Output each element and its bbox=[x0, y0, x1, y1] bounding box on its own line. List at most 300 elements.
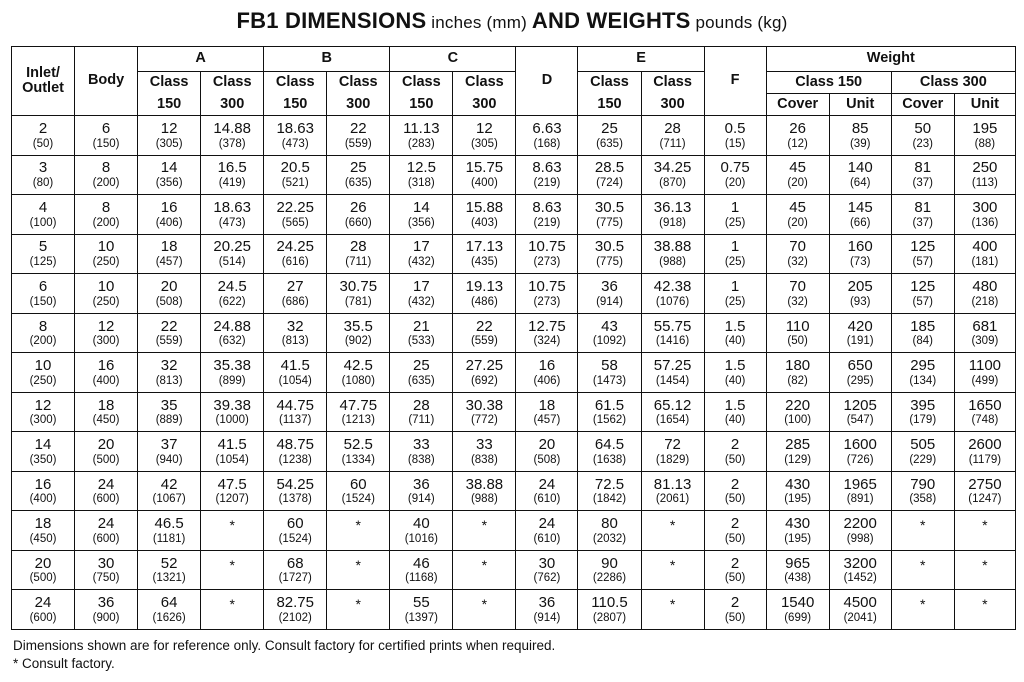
value-metric: (2807) bbox=[592, 612, 627, 625]
value-inches: 0.75 bbox=[720, 159, 750, 177]
header-class300-unit: Unit bbox=[954, 94, 1015, 116]
value-metric: (283) bbox=[407, 137, 435, 150]
table-row bbox=[12, 550, 1016, 590]
cell-b150 bbox=[264, 550, 327, 590]
value-metric: (419) bbox=[218, 177, 246, 190]
value-metric: (711) bbox=[659, 137, 686, 150]
value-metric: (781) bbox=[344, 295, 372, 308]
value-metric: (25) bbox=[724, 295, 746, 308]
value-inches: 22 bbox=[349, 119, 367, 137]
cell-w300c bbox=[891, 234, 954, 274]
value-inches: 6 bbox=[38, 277, 48, 295]
value-metric: (195) bbox=[784, 493, 812, 506]
cell-w300u bbox=[954, 550, 1015, 590]
title-weights: AND WEIGHTS bbox=[531, 8, 691, 33]
cell-e300 bbox=[641, 471, 704, 511]
cell-e300 bbox=[641, 511, 704, 551]
cell-a150 bbox=[138, 313, 201, 353]
cell-e150 bbox=[578, 432, 641, 472]
value-metric: (273) bbox=[533, 295, 561, 308]
cell-e150 bbox=[578, 392, 641, 432]
value-metric: (400) bbox=[470, 177, 498, 190]
cell-body bbox=[75, 392, 138, 432]
value-metric: (435) bbox=[470, 256, 498, 269]
value-metric: (918) bbox=[659, 216, 686, 229]
cell-b150 bbox=[264, 195, 327, 235]
cell-w150u bbox=[829, 590, 891, 630]
cell-c300 bbox=[453, 155, 516, 195]
value-metric: (1054) bbox=[278, 374, 312, 387]
value-metric: (82) bbox=[787, 374, 808, 387]
value-inches: 160 bbox=[847, 238, 873, 256]
value-metric: (93) bbox=[849, 295, 871, 308]
cell-a300 bbox=[201, 274, 264, 314]
value-metric: (2032) bbox=[592, 532, 627, 545]
value-metric: (762) bbox=[533, 572, 561, 585]
value-metric: (300) bbox=[92, 335, 120, 348]
cell-b300 bbox=[327, 590, 390, 630]
value-metric: (726) bbox=[846, 453, 874, 466]
cell-a150 bbox=[138, 234, 201, 274]
value-inches: 24 bbox=[538, 475, 556, 493]
cell-f bbox=[704, 471, 766, 511]
value-inches: 32 bbox=[286, 317, 304, 335]
cell-c150 bbox=[390, 155, 453, 195]
cell-d bbox=[516, 590, 578, 630]
value-inches: 4 bbox=[38, 198, 48, 216]
value-metric: (324) bbox=[533, 335, 561, 348]
value-inches: 42.38 bbox=[653, 277, 692, 295]
table-row bbox=[12, 155, 1016, 195]
value-inches: 15.75 bbox=[465, 159, 504, 177]
cell-w150c bbox=[766, 392, 829, 432]
cell-body bbox=[75, 234, 138, 274]
cell-w150c bbox=[766, 234, 829, 274]
value-inches: 72 bbox=[664, 436, 681, 454]
cell-a300 bbox=[201, 432, 264, 472]
cell-b150 bbox=[264, 274, 327, 314]
value-metric: (891) bbox=[846, 493, 874, 506]
value-inches: 420 bbox=[847, 317, 873, 335]
cell-d bbox=[516, 234, 578, 274]
value-inches: 65.12 bbox=[653, 396, 692, 414]
consult-factory-mark: * bbox=[669, 596, 676, 613]
value-inches: 36 bbox=[601, 277, 618, 295]
cell-f bbox=[704, 432, 766, 472]
value-inches: 72.5 bbox=[594, 475, 625, 493]
value-inches: 2 bbox=[730, 475, 740, 493]
value-inches: 17 bbox=[412, 277, 430, 295]
cell-a150 bbox=[138, 550, 201, 590]
value-inches: 1.5 bbox=[724, 357, 746, 375]
value-inches: 36.13 bbox=[653, 198, 692, 216]
value-inches: 82.75 bbox=[276, 594, 314, 612]
cell-c150 bbox=[390, 195, 453, 235]
value-inches: 43 bbox=[601, 317, 618, 335]
value-inches: 42 bbox=[160, 475, 178, 493]
value-metric: (191) bbox=[846, 335, 874, 348]
value-inches: 4500 bbox=[843, 594, 877, 612]
value-inches: 250 bbox=[972, 159, 998, 177]
value-inches: 14 bbox=[160, 159, 178, 177]
value-inches: 295 bbox=[910, 357, 936, 375]
value-metric: (318) bbox=[407, 177, 435, 190]
value-metric: (400) bbox=[92, 374, 120, 387]
value-metric: (514) bbox=[218, 256, 246, 269]
value-metric: (508) bbox=[155, 295, 183, 308]
cell-w300u bbox=[954, 511, 1015, 551]
cell-body bbox=[75, 550, 138, 590]
value-metric: (838) bbox=[407, 453, 435, 466]
header-weight-class150: Class 150 bbox=[766, 72, 891, 94]
cell-w150u bbox=[829, 550, 891, 590]
cell-c300 bbox=[453, 353, 516, 393]
cell-b300 bbox=[327, 550, 390, 590]
value-metric: (20) bbox=[724, 177, 746, 190]
cell-b300 bbox=[327, 511, 390, 551]
cell-c150 bbox=[390, 392, 453, 432]
consult-factory-mark: * bbox=[920, 596, 926, 613]
cell-d bbox=[516, 392, 578, 432]
value-metric: (73) bbox=[849, 256, 871, 269]
cell-c300 bbox=[453, 590, 516, 630]
consult-factory-mark: * bbox=[669, 556, 676, 573]
value-inches: 8.63 bbox=[532, 159, 562, 177]
cell-b300 bbox=[327, 471, 390, 511]
header-class300-cover: Cover bbox=[891, 94, 954, 116]
cell-inlet bbox=[12, 392, 75, 432]
header-weight: Weight bbox=[766, 47, 1015, 72]
value-metric: (1334) bbox=[341, 453, 375, 466]
value-inches: 14 bbox=[34, 436, 52, 454]
cell-body bbox=[75, 432, 138, 472]
value-metric: (40) bbox=[724, 335, 746, 348]
value-inches: 27.25 bbox=[465, 357, 504, 375]
cell-d bbox=[516, 155, 578, 195]
cell-w150u bbox=[829, 432, 891, 472]
value-inches: 2750 bbox=[968, 475, 1002, 493]
value-inches: 34.25 bbox=[653, 159, 692, 177]
value-inches: 681 bbox=[972, 317, 998, 335]
value-metric: (610) bbox=[533, 493, 561, 506]
cell-c150 bbox=[390, 432, 453, 472]
value-metric: (486) bbox=[470, 295, 498, 308]
value-inches: 300 bbox=[972, 198, 998, 216]
table-row bbox=[12, 274, 1016, 314]
value-inches: 52 bbox=[160, 554, 178, 572]
value-metric: (32) bbox=[787, 256, 808, 269]
value-metric: (889) bbox=[155, 414, 183, 427]
value-inches: 35.38 bbox=[213, 357, 251, 375]
value-inches: 1650 bbox=[968, 396, 1002, 414]
value-inches: 10.75 bbox=[528, 238, 566, 256]
cell-e300 bbox=[641, 550, 704, 590]
header-c-class150-word: Class bbox=[390, 72, 453, 94]
title-main: FB1 DIMENSIONS bbox=[236, 8, 427, 33]
value-inches: 32 bbox=[160, 357, 178, 375]
value-metric: (914) bbox=[533, 612, 561, 625]
cell-w300u bbox=[954, 116, 1015, 156]
consult-factory-mark: * bbox=[481, 517, 488, 534]
value-metric: (838) bbox=[470, 453, 498, 466]
cell-w300u bbox=[954, 195, 1015, 235]
value-inches: 24 bbox=[97, 475, 115, 493]
value-inches: 18.63 bbox=[213, 198, 251, 216]
value-metric: (988) bbox=[470, 493, 498, 506]
value-inches: 25 bbox=[349, 159, 367, 177]
cell-a300 bbox=[201, 392, 264, 432]
cell-b150 bbox=[264, 511, 327, 551]
value-inches: 28 bbox=[412, 396, 430, 414]
cell-w300c bbox=[891, 116, 954, 156]
cell-b300 bbox=[327, 155, 390, 195]
value-metric: (200) bbox=[92, 177, 120, 190]
table-row bbox=[12, 511, 1016, 551]
value-metric: (84) bbox=[912, 335, 933, 348]
value-inches: 40 bbox=[412, 515, 430, 533]
cell-body bbox=[75, 471, 138, 511]
value-metric: (1452) bbox=[843, 572, 877, 585]
value-metric: (521) bbox=[281, 177, 309, 190]
value-metric: (499) bbox=[971, 374, 999, 387]
value-metric: (64) bbox=[849, 177, 871, 190]
value-metric: (565) bbox=[281, 216, 309, 229]
cell-w150u bbox=[829, 313, 891, 353]
consult-factory-mark: * bbox=[920, 556, 926, 573]
value-metric: (686) bbox=[281, 295, 309, 308]
value-inches: 39.38 bbox=[213, 396, 251, 414]
value-inches: 30 bbox=[97, 554, 115, 572]
header-f: F bbox=[704, 47, 766, 116]
cell-inlet bbox=[12, 195, 75, 235]
value-metric: (57) bbox=[912, 295, 933, 308]
cell-a150 bbox=[138, 392, 201, 432]
value-metric: (1016) bbox=[404, 532, 438, 545]
value-inches: 22 bbox=[160, 317, 178, 335]
value-inches: 220 bbox=[785, 396, 811, 414]
header-a-class300-num: 300 bbox=[201, 94, 264, 116]
value-metric: (610) bbox=[533, 532, 561, 545]
value-metric: (300) bbox=[29, 414, 57, 427]
consult-factory-mark: * bbox=[229, 556, 235, 573]
value-inches: 10 bbox=[97, 277, 115, 295]
cell-b300 bbox=[327, 116, 390, 156]
value-metric: (219) bbox=[533, 177, 561, 190]
table-row bbox=[12, 392, 1016, 432]
value-inches: 24.25 bbox=[276, 238, 314, 256]
value-inches: 18.63 bbox=[276, 119, 314, 137]
value-metric: (100) bbox=[29, 216, 57, 229]
value-metric: (748) bbox=[971, 414, 999, 427]
value-inches: 2600 bbox=[968, 436, 1002, 454]
value-inches: 1965 bbox=[843, 475, 877, 493]
value-metric: (250) bbox=[92, 295, 120, 308]
table-row bbox=[12, 432, 1016, 472]
value-metric: (50) bbox=[787, 335, 808, 348]
value-metric: (940) bbox=[155, 453, 183, 466]
value-inches: 12 bbox=[160, 119, 178, 137]
value-inches: 11.13 bbox=[403, 119, 440, 137]
cell-d bbox=[516, 274, 578, 314]
cell-a300 bbox=[201, 313, 264, 353]
value-metric: (2286) bbox=[592, 572, 627, 585]
cell-d bbox=[516, 353, 578, 393]
value-inches: 480 bbox=[972, 277, 998, 295]
cell-c300 bbox=[453, 511, 516, 551]
cell-e150 bbox=[578, 471, 641, 511]
value-metric: (1207) bbox=[215, 493, 249, 506]
cell-e300 bbox=[641, 353, 704, 393]
cell-w300u bbox=[954, 471, 1015, 511]
value-inches: 110.5 bbox=[591, 594, 628, 612]
value-metric: (616) bbox=[281, 256, 309, 269]
cell-w150c bbox=[766, 195, 829, 235]
value-metric: (438) bbox=[784, 572, 812, 585]
value-metric: (1092) bbox=[592, 335, 627, 348]
value-inches: 55.75 bbox=[653, 317, 692, 335]
value-metric: (1137) bbox=[279, 414, 312, 427]
cell-w300u bbox=[954, 590, 1015, 630]
value-inches: 45 bbox=[789, 198, 806, 216]
consult-factory-mark: * bbox=[481, 596, 488, 613]
cell-w150u bbox=[829, 195, 891, 235]
value-inches: 20 bbox=[160, 277, 178, 295]
cell-d bbox=[516, 550, 578, 590]
value-metric: (600) bbox=[29, 612, 57, 625]
value-inches: 3200 bbox=[843, 554, 877, 572]
value-inches: 26 bbox=[349, 198, 367, 216]
cell-f bbox=[704, 590, 766, 630]
value-inches: 0.5 bbox=[724, 119, 746, 137]
value-inches: 395 bbox=[910, 396, 936, 414]
cell-e150 bbox=[578, 550, 641, 590]
value-inches: 505 bbox=[910, 436, 936, 454]
value-inches: 5 bbox=[38, 238, 48, 256]
footnote-reference: Dimensions shown are for reference only. Consult factory for certified prints when required. bbox=[13, 638, 556, 653]
cell-inlet bbox=[12, 155, 75, 195]
cell-d bbox=[516, 195, 578, 235]
value-metric: (547) bbox=[846, 414, 874, 427]
cell-c150 bbox=[390, 353, 453, 393]
value-metric: (40) bbox=[724, 374, 746, 387]
value-inches: 6.63 bbox=[532, 119, 562, 137]
cell-c150 bbox=[390, 116, 453, 156]
consult-factory-mark: * bbox=[355, 596, 361, 613]
value-metric: (37) bbox=[912, 216, 933, 229]
value-metric: (692) bbox=[470, 374, 498, 387]
cell-d bbox=[516, 116, 578, 156]
cell-e300 bbox=[641, 432, 704, 472]
value-inches: 61.5 bbox=[594, 396, 625, 414]
value-metric: (305) bbox=[155, 137, 183, 150]
value-metric: (181) bbox=[971, 256, 999, 269]
value-metric: (900) bbox=[92, 612, 120, 625]
cell-a150 bbox=[138, 195, 201, 235]
cell-b150 bbox=[264, 432, 327, 472]
table-row bbox=[12, 195, 1016, 235]
cell-a150 bbox=[138, 353, 201, 393]
value-inches: 55 bbox=[412, 594, 430, 612]
cell-w300c bbox=[891, 432, 954, 472]
value-metric: (309) bbox=[971, 335, 999, 348]
header-b-class150-num: 150 bbox=[264, 94, 327, 116]
value-inches: 28.5 bbox=[594, 159, 625, 177]
cell-b150 bbox=[264, 234, 327, 274]
value-inches: 35 bbox=[160, 396, 178, 414]
value-metric: (273) bbox=[533, 256, 561, 269]
cell-w300c bbox=[891, 550, 954, 590]
consult-factory-mark: * bbox=[982, 517, 988, 534]
value-inches: 2 bbox=[730, 515, 740, 533]
cell-inlet bbox=[12, 313, 75, 353]
value-metric: (772) bbox=[470, 414, 498, 427]
value-inches: 20 bbox=[34, 554, 52, 572]
value-metric: (168) bbox=[533, 137, 561, 150]
value-inches: 2 bbox=[730, 594, 740, 612]
cell-w150c bbox=[766, 274, 829, 314]
value-metric: (1562) bbox=[592, 414, 627, 427]
cell-e150 bbox=[578, 234, 641, 274]
value-inches: 54.25 bbox=[276, 475, 314, 493]
cell-w300u bbox=[954, 155, 1015, 195]
cell-e300 bbox=[641, 392, 704, 432]
cell-a300 bbox=[201, 353, 264, 393]
value-metric: (632) bbox=[218, 335, 246, 348]
value-inches: 285 bbox=[785, 436, 811, 454]
cell-w150c bbox=[766, 511, 829, 551]
cell-inlet bbox=[12, 590, 75, 630]
table-row bbox=[12, 116, 1016, 156]
value-metric: (1727) bbox=[278, 572, 312, 585]
value-metric: (1524) bbox=[278, 532, 312, 545]
value-metric: (219) bbox=[533, 216, 561, 229]
cell-w150c bbox=[766, 590, 829, 630]
cell-e300 bbox=[641, 234, 704, 274]
value-inches: 110 bbox=[785, 317, 810, 335]
cell-e150 bbox=[578, 116, 641, 156]
cell-w150c bbox=[766, 155, 829, 195]
header-body: Body bbox=[75, 47, 138, 116]
header-inlet-outlet: Inlet/ Outlet bbox=[12, 47, 75, 116]
value-inches: 1600 bbox=[843, 436, 877, 454]
cell-e300 bbox=[641, 590, 704, 630]
value-metric: (813) bbox=[281, 335, 309, 348]
value-metric: (1842) bbox=[592, 493, 627, 506]
value-metric: (113) bbox=[971, 177, 998, 190]
value-inches: 1205 bbox=[843, 396, 877, 414]
value-inches: 48.75 bbox=[276, 436, 314, 454]
cell-w300c bbox=[891, 471, 954, 511]
value-metric: (50) bbox=[724, 453, 746, 466]
value-inches: 10 bbox=[97, 238, 115, 256]
cell-w300u bbox=[954, 353, 1015, 393]
cell-w150c bbox=[766, 313, 829, 353]
cell-w150u bbox=[829, 511, 891, 551]
cell-c150 bbox=[390, 234, 453, 274]
value-metric: (358) bbox=[909, 493, 937, 506]
header-a: A bbox=[138, 47, 264, 72]
value-inches: 24.88 bbox=[213, 317, 251, 335]
value-inches: 70 bbox=[789, 238, 806, 256]
cell-c300 bbox=[453, 550, 516, 590]
value-metric: (1654) bbox=[655, 414, 690, 427]
value-inches: 24 bbox=[34, 594, 52, 612]
value-metric: (134) bbox=[909, 374, 937, 387]
value-metric: (50) bbox=[724, 612, 746, 625]
cell-a150 bbox=[138, 432, 201, 472]
cell-w150c bbox=[766, 432, 829, 472]
value-inches: 650 bbox=[847, 357, 873, 375]
